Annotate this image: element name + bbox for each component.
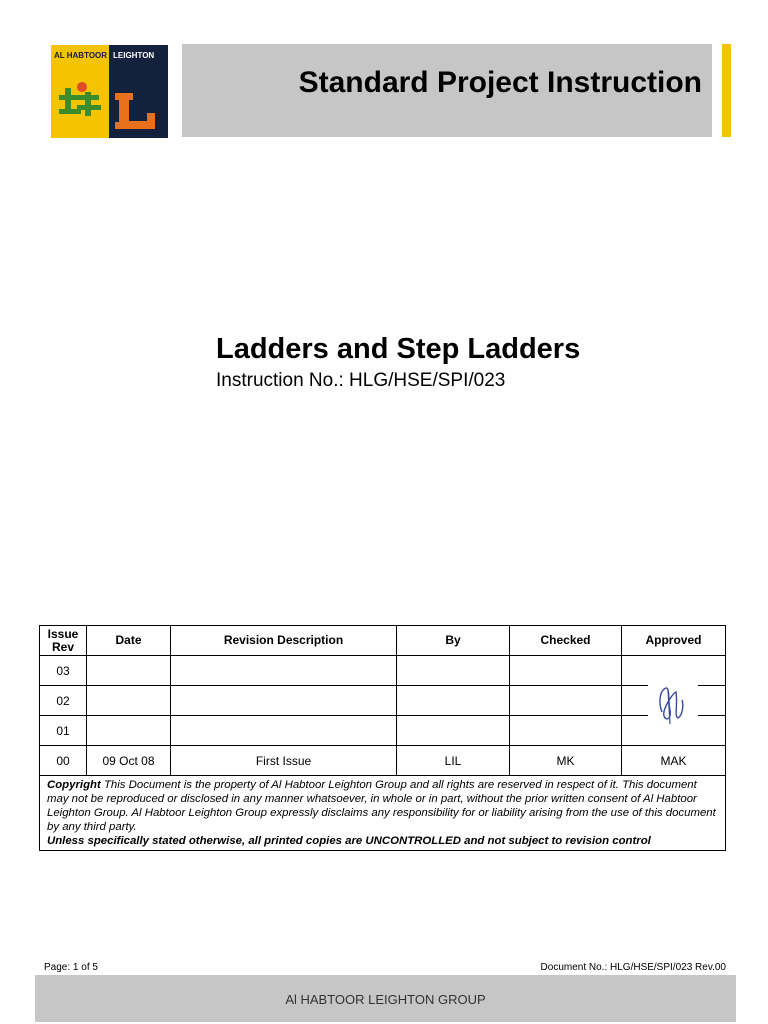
logo-emblem-icon (51, 45, 168, 138)
cell-checked: MK (510, 746, 622, 776)
table-row (40, 686, 726, 716)
copyright-text: This Document is the property of Al Habtoor Leighton Group and all rights are reserved in respect of it. This document may not be reproduced or disclosed in any manner whatsoever, in whole or in part, without the prior written consent of Al Habtoor Leighton Group. Al Habtoor Leighton Group expressly disclaims any responsibility for or liability arising from the use of this document by any third party. (47, 779, 716, 833)
cell-by: LIL (397, 746, 510, 776)
cell-issue-rev: 03 (40, 656, 87, 686)
cell-date (87, 686, 171, 716)
logo-label-al-habtoor: AL HABTOOR (54, 51, 108, 60)
cell-description: First Issue (171, 746, 397, 776)
cell-issue-rev: 00 (40, 746, 87, 776)
copyright-row (40, 776, 726, 851)
revision-table (39, 625, 726, 851)
table-row (40, 746, 726, 776)
cell-checked (510, 686, 622, 716)
cell-issue-rev: 01 (40, 716, 87, 746)
cell-date (87, 716, 171, 746)
table-header-row (40, 626, 726, 656)
cell-checked (510, 656, 622, 686)
header-date: Date (87, 626, 171, 656)
cell-approved (622, 686, 726, 716)
header-checked: Checked (510, 626, 622, 656)
footer-document-number: Document No.: HLG/HSE/SPI/023 Rev.00 (540, 962, 726, 973)
footer-bar (35, 975, 736, 1022)
header-revision-description: Revision Description (171, 626, 397, 656)
header-bar (182, 44, 712, 137)
logo-label-leighton: LEIGHTON (113, 51, 155, 60)
table-row (40, 656, 726, 686)
cell-date: 09 Oct 08 (87, 746, 171, 776)
header-by: By (397, 626, 510, 656)
page-title: Standard Project Instruction (298, 66, 702, 99)
cell-by (397, 656, 510, 686)
copyright-label: Copyright (47, 779, 101, 791)
footer-company-name: Al HABTOOR LEIGHTON GROUP (285, 992, 486, 1007)
company-logo (51, 45, 168, 138)
cell-description (171, 656, 397, 686)
cell-description (171, 686, 397, 716)
cell-by (397, 716, 510, 746)
cell-date (87, 656, 171, 686)
header-issue-rev: Issue Rev (40, 626, 87, 656)
table-row (40, 716, 726, 746)
cell-checked (510, 716, 622, 746)
cell-by (397, 686, 510, 716)
signature-image (648, 672, 698, 734)
cell-description (171, 716, 397, 746)
header-accent-bar (722, 44, 731, 137)
instruction-number: Instruction No.: HLG/HSE/SPI/023 (216, 370, 506, 391)
document-title: Ladders and Step Ladders (216, 333, 581, 365)
header-approved: Approved (622, 626, 726, 656)
page-number: Page: 1 of 5 (44, 962, 98, 973)
cell-issue-rev: 02 (40, 686, 87, 716)
uncontrolled-notice: Unless specifically stated otherwise, all printed copies are UNCONTROLLED and not subject to revision control (47, 835, 651, 847)
cell-approved: MAK (622, 746, 726, 776)
copyright-notice (40, 776, 726, 851)
